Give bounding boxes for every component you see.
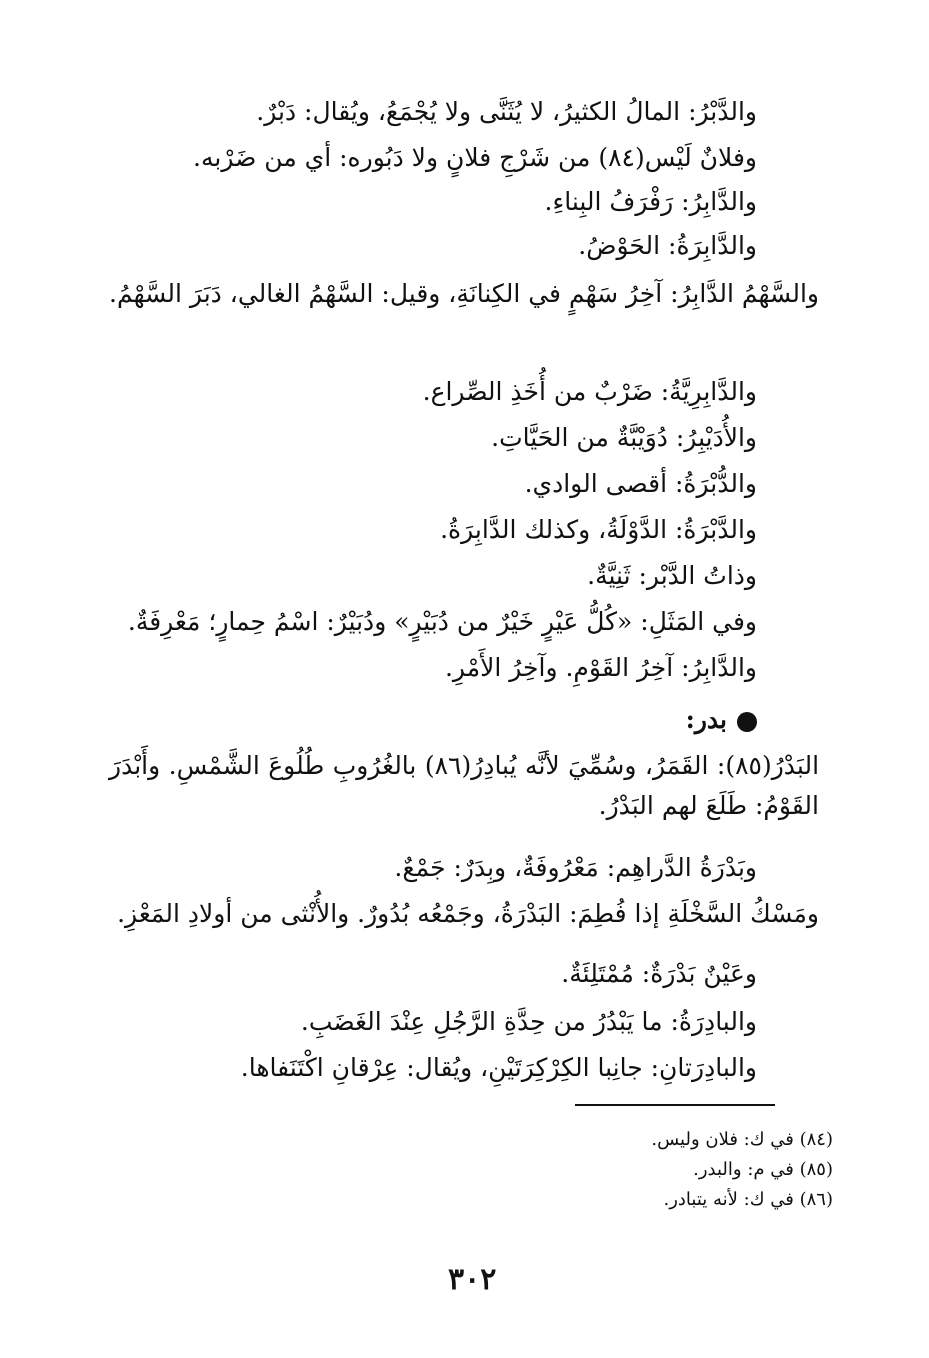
entry-mask-sakhla: ومَسْكُ السَّخْلَةِ إذا فُطِمَ: البَدْرَةُ، وجَمْعُه بُدُورٌ. والأُنْثى من أولادِ المَعْزِ. — [117, 899, 819, 928]
entry-dabra-dawla: والدَّبْرَةُ: الدَّوْلَةُ، وكذلك الدَّابِرَةُ. — [440, 515, 757, 544]
entry-badra-darahim: وبَدْرَةُ الدَّراهِم: مَعْرُوفَةٌ، وبِدَرٌ: جَمْعٌ. — [394, 853, 757, 882]
page-number: ٣٠٢ — [448, 1262, 497, 1297]
entry-ayn-badra: وعَيْنٌ بَدْرَةٌ: مُمْتَلِئَةٌ. — [561, 959, 757, 988]
bullet-icon — [737, 712, 757, 732]
footnote-86: (٨٦) في ك: لأنه يتبادر. — [663, 1189, 833, 1210]
entry-badr-moon: البَدْرُ(٨٥): القَمَرُ، وسُمِّيَ لأنَّه يُبادِرُ(٨٦) بالغُرُوبِ طُلُوعَ الشَّمْسِ. وأَبْدَرَ القَوْمُ: طَلَعَ لهم البَدْرُ. — [109, 751, 820, 820]
footnote-85: (٨٥) في م: والبدر. — [693, 1159, 833, 1180]
footnote-84: (٨٤) في ك: فلان وليس. — [651, 1129, 833, 1150]
footnote-divider — [575, 1104, 775, 1106]
entry-dabiriyya: والدَّابِرِيَّةُ: ضَرْبٌ من أُخَذِ الصِّراع. — [422, 377, 757, 406]
entry-udaybir: والأُدَيْبِرُ: دُوَيْبَّةٌ من الحَيَّاتِ. — [491, 423, 757, 452]
entry-dubra: والدُّبْرَةُ: أقصى الوادي. — [524, 469, 757, 498]
section-heading-text: بدر: — [685, 705, 727, 734]
entry-badira: والبادِرَةُ: ما يَبْدُرُ من حِدَّةِ الرَّجُلِ عِنْدَ الغَضَبِ. — [300, 1007, 757, 1036]
entry-proverb: وفي المَثَلِ: «كُلُّ عَيْرٍ خَيْرٌ من دُبَيْرٍ» ودُبَيْرٌ: اسْمُ حِمارٍ؛ مَعْرِفَةٌ. — [127, 607, 757, 636]
entry-sahm-dabir: والسَّهْمُ الدَّابِرُ: آخِرُ سَهْمٍ في الكِنانَةِ، وقيل: السَّهْمُ الغالي، دَبَرَ السَّهْمُ. — [109, 279, 819, 308]
entry-dabir-akhir: والدَّابِرُ: آخِرُ القَوْمِ. وآخِرُ الأَمْرِ. — [444, 653, 757, 682]
entry-dabur: وفلانٌ لَيْس(٨٤) من شَرْجِ فلانٍ ولا دَبُوره: أي من ضَرْبه. — [193, 143, 757, 172]
entry-dhat-aldabr: وذاتُ الدَّبْر: ثَنِيَّةٌ. — [587, 561, 757, 590]
entry-badiratan: والبادِرَتانِ: جانِبا الكِرْكِرَتَيْنِ، ويُقال: عِرْقانِ اكْتَنَفاها. — [240, 1053, 757, 1082]
entry-dabr-wealth: والدَّبْرُ: المالُ الكثيرُ، لا يُثَنَّى ولا يُجْمَعُ، ويُقال: دَبْرٌ. — [256, 97, 757, 126]
entry-dabira-hawd: والدَّابِرَةُ: الحَوْضُ. — [578, 231, 757, 260]
section-heading-badr — [686, 700, 757, 740]
entry-dabir-rafraf: والدَّابِرُ: رَفْرَفُ البِناءِ. — [544, 187, 757, 216]
